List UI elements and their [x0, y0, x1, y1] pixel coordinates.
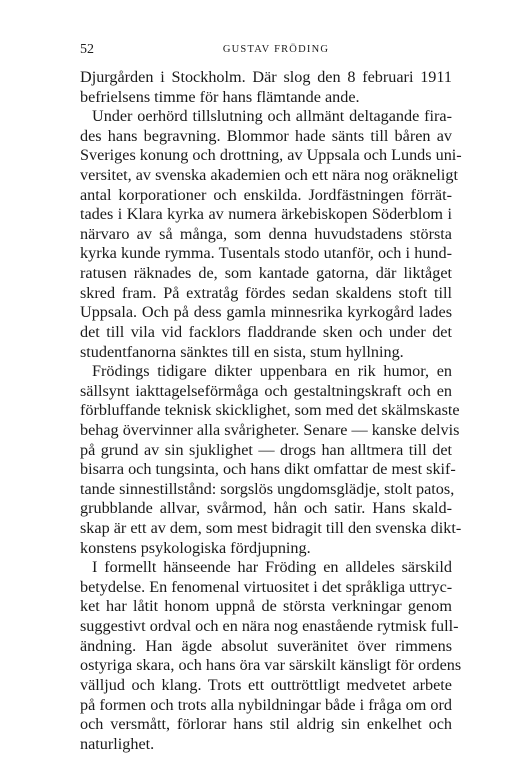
body-text [80, 68, 462, 754]
text-line: studentfanorna sänktes till en sista, stum hyllning. [80, 342, 404, 361]
text-line: I formellt hänseende har Fröding en alldeles särskild [92, 558, 452, 577]
text-line: ket har låtit honom uppnå de största verkningar genom [80, 597, 452, 616]
text-line: närvaro av så många, som denna huvudstadens största [80, 224, 452, 243]
running-head: GUSTAV FRÖDING [222, 44, 330, 55]
text-line: förbluffande teknisk skicklighet, som med det skälmskaste [80, 401, 460, 420]
page-number: 52 [80, 42, 94, 57]
text-line: ratusen räknades de, som kantade gatorna, där liktåget [80, 264, 452, 283]
text-line: Djurgården i Stockholm. Där slog den 8 februari 1911 [80, 68, 452, 86]
text-line: på grund av sin sjuklighet — drogs han alltmera till det [80, 440, 452, 459]
text-line: tande sinnestillstånd: sorgslös ungdomsglädje, stolt patos, [80, 479, 455, 498]
text-line: ändning. Han ägde absolut suveränitet över rimmens [80, 636, 452, 655]
text-line: bisarra och tungsinta, och hans dikt omfattar de mest skif- [80, 460, 456, 479]
text-line: versitet, av svenska akademien och ett nära nog oräkneligt [80, 166, 459, 185]
text-line: konstens psykologiska fördjupning. [80, 538, 311, 557]
text-line: befrielsens timme för hans flämtande ande. [80, 87, 360, 106]
text-line: skap är ett av dem, som mest bidragit till den svenska dikt- [80, 519, 462, 538]
text-line: kyrka kunde rymma. Tusentals stodo utanför, och i hund- [80, 244, 452, 263]
text-line: des hans begravning. Blommor hade sänts till båren av [80, 126, 452, 145]
text-line: Sveriges konung och drottning, av Uppsala och Lunds uni- [80, 146, 462, 165]
text-line: på formen och trots alla nybildningar både i fråga om ord [80, 695, 452, 714]
text-line: naturlighet. [80, 734, 155, 753]
text-line: och versmått, förlorar hans stil aldrig sin enkelhet och [80, 715, 452, 734]
text-line: betydelse. En fenomenal virtuositet i det språkliga uttryc- [80, 577, 453, 596]
text-line: Under oerhörd tillslutning och allmänt deltagande fira- [92, 107, 452, 126]
text-line: välljud och klang. Trots ett outtröttligt medvetet arbete [80, 675, 452, 694]
text-line: det till vila vid facklors fladdrande sken och under det [80, 322, 452, 341]
text-line: suggestivt ordval och en nära nog enastående rytmisk full- [80, 617, 459, 636]
text-line: grubblande allvar, svårmod, hån och satir. Hans skald- [80, 499, 452, 518]
text-line: antal korporationer och enskilda. Jordfästningen förrät- [80, 185, 452, 204]
text-line: behag övervinner alla svårigheter. Senare — kanske delvis [80, 420, 460, 439]
text-line: tades i Klara kyrka av numera ärkebiskopen Söderblom i [80, 205, 452, 224]
text-line: Uppsala. Och på dess gamla minnesrika kyrkogård lades [80, 303, 452, 322]
text-line: skred fram. På extratåg fördes sedan skaldens stoft till [80, 283, 452, 302]
page-header [80, 41, 452, 61]
text-line: Frödings tidigare dikter uppenbara en rik humor, en [92, 362, 452, 381]
text-line: ostyriga skara, och hans öra var särskilt känsligt för ordens [80, 656, 462, 675]
text-line: sällsynt iakttagelseförmåga och gestaltningskraft och en [80, 381, 452, 400]
